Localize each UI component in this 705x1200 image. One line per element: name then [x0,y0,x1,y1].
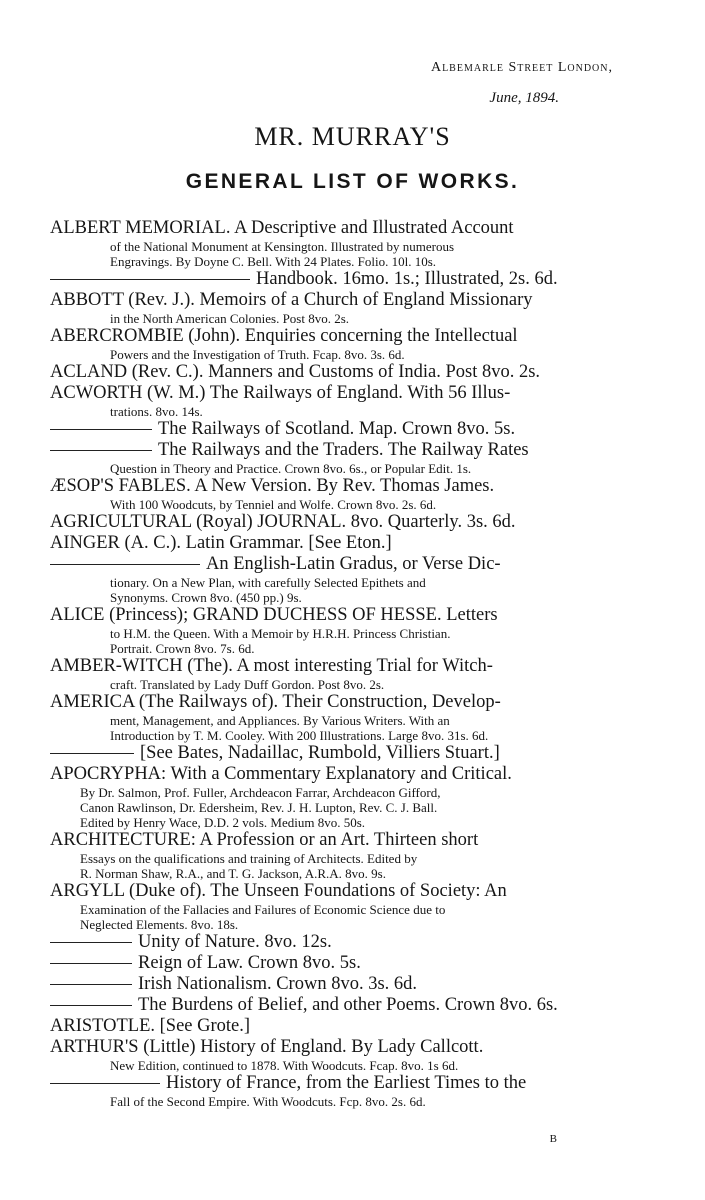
entry-detail-line [50,404,618,419]
entry-detail-line [50,347,618,362]
ditto-dash [50,984,132,985]
entry-text: Essays on the qualifications and training of Architects. Edited by [80,851,418,866]
ditto-dash [50,1083,160,1084]
entry-text: Neglected Elements. 8vo. 18s. [80,917,239,932]
entry-detail-line [50,728,618,743]
publication-date: June, 1894. [489,90,559,106]
entry-text: Reign of Law. Crown 8vo. 5s. [138,953,361,973]
entry-text: The Burdens of Belief, and other Poems. Crown 8vo. 6s. [138,995,558,1015]
entry-text: AMBER-WITCH (The). A most interesting Trial for Witch- [50,656,493,676]
entry-line [50,326,618,347]
entry-text: AGRICULTURAL (Royal) JOURNAL. 8vo. Quarterly. 3s. 6d. [50,512,516,532]
entry-text: ALBERT MEMORIAL. A Descriptive and Illustrated Account [50,218,514,238]
entry-detail-line [50,800,618,815]
entry-detail-line [50,866,618,881]
page-subtitle: GENERAL LIST OF WORKS. [185,170,520,193]
entry-detail-line [50,590,618,605]
entry-text: ARCHITECTURE: A Profession or an Art. Thirteen short [50,830,479,850]
ditto-dash [50,450,152,451]
entry-detail-line [50,461,618,476]
entry-detail-line [50,902,618,917]
entry-line [50,476,618,497]
entry-text: Examination of the Fallacies and Failures of Economic Science due to [80,902,446,917]
entry-text: ARGYLL (Duke of). The Unseen Foundations of Society: An [50,881,507,901]
entry-text: tionary. On a New Plan, with carefully Selected Epithets and [110,575,426,590]
entry-detail-line [50,311,618,326]
entry-line [50,269,618,290]
entry-text: Canon Rawlinson, Dr. Edersheim, Rev. J. H. Lupton, Rev. C. J. Ball. [80,800,438,815]
entry-text: Edited by Henry Wace, D.D. 2 vols. Medium 8vo. 50s. [80,815,366,830]
entry-line [50,1016,618,1037]
entry-line [50,440,618,461]
entry-text: ARISTOTLE. [See Grote.] [50,1016,251,1036]
entry-text: Handbook. 16mo. 1s.; Illustrated, 2s. 6d. [256,269,558,289]
entry-text: An English-Latin Gradus, or Verse Dic- [206,554,501,574]
entry-text: R. Norman Shaw, R.A., and T. G. Jackson, A.R.A. 8vo. 9s. [80,866,386,881]
page-title: MR. MURRAY'S [254,122,451,151]
entry-line [50,743,618,764]
entry-line [50,974,618,995]
entry-text: APOCRYPHA: With a Commentary Explanatory and Critical. [50,764,512,784]
entry-line [50,995,618,1016]
entry-text: Question in Theory and Practice. Crown 8vo. 6s., or Popular Edit. 1s. [110,461,472,476]
entry-line [50,1037,618,1058]
signature-mark: B [549,1133,557,1145]
entry-text: Portrait. Crown 8vo. 7s. 6d. [110,641,255,656]
entry-line [50,419,618,440]
entry-detail-line [50,1094,618,1109]
entry-text: Fall of the Second Empire. With Woodcuts. Fcp. 8vo. 2s. 6d. [110,1094,426,1109]
entry-detail-line [50,713,618,728]
entry-text: By Dr. Salmon, Prof. Fuller, Archdeacon Farrar, Archdeacon Gifford, [80,785,441,800]
entry-detail-line [50,497,618,512]
entry-text: ment, Management, and Appliances. By Various Writers. With an [110,713,450,728]
entry-text: of the National Monument at Kensington. Illustrated by numerous [110,239,455,254]
entry-text: [See Bates, Nadaillac, Rumbold, Villiers Stuart.] [140,743,500,763]
entry-detail-line [50,641,618,656]
entry-text: Introduction by T. M. Cooley. With 200 Illustrations. Large 8vo. 31s. 6d. [110,728,489,743]
entry-detail-line [50,815,618,830]
entry-line [50,881,618,902]
entry-text: Irish Nationalism. Crown 8vo. 3s. 6d. [138,974,418,994]
entry-line [50,218,618,239]
entry-detail-line [50,254,618,269]
entry-line [50,656,618,677]
entry-line [50,362,618,383]
entry-line [50,383,618,404]
ditto-dash [50,429,152,430]
entry-text: trations. 8vo. 14s. [110,404,203,419]
entry-line [50,1073,618,1094]
entry-line [50,932,618,953]
entry-detail-line [50,917,618,932]
entry-line [50,605,618,626]
entry-text: ALICE (Princess); GRAND DUCHESS OF HESSE. Letters [50,605,498,625]
entry-text: Engravings. By Doyne C. Bell. With 24 Plates. Folio. 10l. 10s. [110,254,437,269]
entry-text: ARTHUR'S (Little) History of England. By Lady Callcott. [50,1037,484,1057]
ditto-dash [50,279,250,280]
entry-line [50,830,618,851]
entry-detail-line [50,677,618,692]
entry-text: With 100 Woodcuts, by Tenniel and Wolfe. Crown 8vo. 2s. 6d. [110,497,437,512]
ditto-dash [50,1005,132,1006]
ditto-dash [50,963,132,964]
entry-text: ABBOTT (Rev. J.). Memoirs of a Church of England Missionary [50,290,533,310]
entry-text: Synonyms. Crown 8vo. (450 pp.) 9s. [110,590,302,605]
entry-line [50,764,618,785]
entry-text: AINGER (A. C.). Latin Grammar. [See Eton.] [50,533,392,553]
publisher-address: Albemarle Street London, [430,60,613,75]
entry-detail-line [50,1058,618,1073]
entry-text: craft. Translated by Lady Duff Gordon. Post 8vo. 2s. [110,677,385,692]
entry-text: The Railways of Scotland. Map. Crown 8vo. 5s. [158,419,516,439]
ditto-dash [50,753,134,754]
entry-text: Unity of Nature. 8vo. 12s. [138,932,332,952]
entry-text: New Edition, continued to 1878. With Woodcuts. Fcap. 8vo. 1s 6d. [110,1058,459,1073]
entry-line [50,290,618,311]
entry-text: ABERCROMBIE (John). Enquiries concerning the Intellectual [50,326,518,346]
entry-line [50,533,618,554]
entry-line [50,554,618,575]
ditto-dash [50,564,200,565]
entry-text: ACLAND (Rev. C.). Manners and Customs of India. Post 8vo. 2s. [50,362,541,382]
ditto-dash [50,942,132,943]
entry-text: The Railways and the Traders. The Railway Rates [158,440,529,460]
entry-detail-line [50,626,618,641]
entry-text: in the North American Colonies. Post 8vo. 2s. [110,311,350,326]
entry-line [50,692,618,713]
entry-text: AMERICA (The Railways of). Their Construction, Develop- [50,692,501,712]
entry-text: Powers and the Investigation of Truth. Fcap. 8vo. 3s. 6d. [110,347,405,362]
entry-detail-line [50,851,618,866]
entry-detail-line [50,575,618,590]
entry-detail-line [50,239,618,254]
entry-text: to H.M. the Queen. With a Memoir by H.R.H. Princess Christian. [110,626,451,641]
entry-line [50,953,618,974]
entry-text: ÆSOP'S FABLES. A New Version. By Rev. Thomas James. [50,476,495,496]
entry-detail-line [50,785,618,800]
entry-text: ACWORTH (W. M.) The Railways of England. With 56 Illus- [50,383,511,403]
entry-line [50,512,618,533]
works-list [50,218,618,1109]
entry-text: History of France, from the Earliest Times to the [166,1073,527,1093]
